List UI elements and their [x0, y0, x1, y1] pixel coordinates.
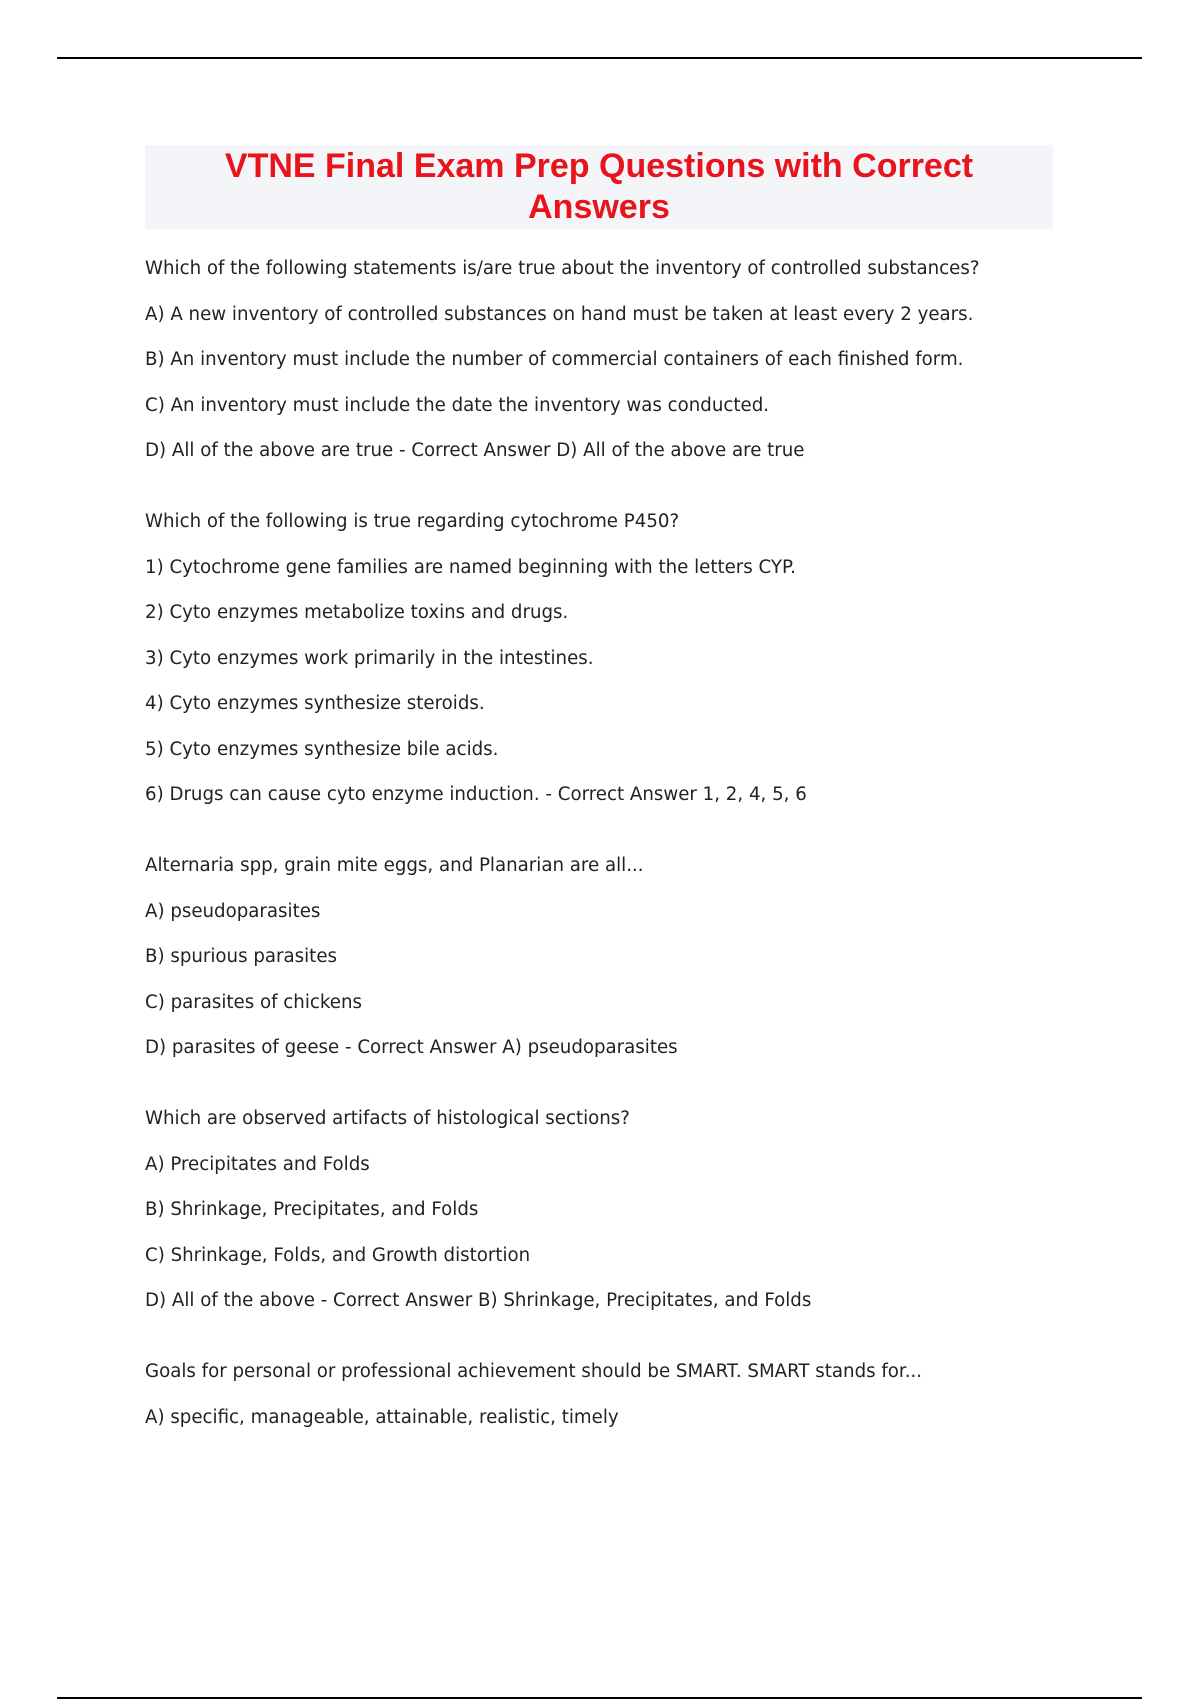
answer-option: D) parasites of geese - Correct Answer A) pseudoparasites [145, 1037, 678, 1058]
question-block-1 [145, 256, 1095, 463]
question-text: Which are observed artifacts of histological sections? [145, 1108, 630, 1129]
answer-option: 2) Cyto enzymes metabolize toxins and drugs. [145, 602, 569, 623]
question-text: Which of the following is true regarding cytochrome P450? [145, 511, 680, 532]
header-rule [57, 57, 1142, 59]
question-text: Which of the following statements is/are true about the inventory of controlled substances? [145, 258, 980, 279]
document-body [145, 256, 1095, 1476]
answer-option: C) An inventory must include the date the inventory was conducted. [145, 394, 770, 416]
answer-option: 5) Cyto enzymes synthesize bile acids. [145, 738, 499, 760]
answer-option: 1) Cytochrome gene families are named beginning with the letters CYP. [145, 556, 796, 578]
answer-option: D) All of the above are true - Correct Answer D) All of the above are true [145, 440, 805, 461]
answer-option: A) specific, manageable, attainable, realistic, timely [145, 1406, 619, 1428]
answer-option: A) A new inventory of controlled substances on hand must be taken at least every 2 years. [145, 303, 974, 325]
answer-option: A) pseudoparasites [145, 900, 321, 922]
answer-option: B) spurious parasites [145, 946, 337, 967]
answer-option: B) Shrinkage, Precipitates, and Folds [145, 1199, 479, 1220]
answer-option: A) Precipitates and Folds [145, 1153, 370, 1175]
question-text: Goals for personal or professional achievement should be SMART. SMART stands for... [145, 1361, 923, 1382]
footer-rule [57, 1697, 1142, 1699]
answer-option: C) Shrinkage, Folds, and Growth distortion [145, 1244, 531, 1266]
question-block-3 [145, 853, 1095, 1060]
question-block-5 [145, 1359, 1095, 1430]
question-block-2 [145, 509, 1095, 807]
document-title: VTNE Final Exam Prep Questions with Correct Answers [224, 147, 974, 226]
answer-option: C) parasites of chickens [145, 991, 362, 1013]
answer-option: D) All of the above - Correct Answer B) Shrinkage, Precipitates, and Folds [145, 1290, 812, 1311]
answer-option: B) An inventory must include the number of commercial containers of each finished form. [145, 349, 964, 370]
answer-option: 3) Cyto enzymes work primarily in the intestines. [145, 647, 594, 669]
title-banner [145, 145, 1053, 229]
question-text: Alternaria spp, grain mite eggs, and Planarian are all... [145, 855, 644, 876]
answer-option: 4) Cyto enzymes synthesize steroids. [145, 693, 485, 714]
question-block-4 [145, 1106, 1095, 1313]
answer-option: 6) Drugs can cause cyto enzyme induction. - Correct Answer 1, 2, 4, 5, 6 [145, 784, 807, 805]
